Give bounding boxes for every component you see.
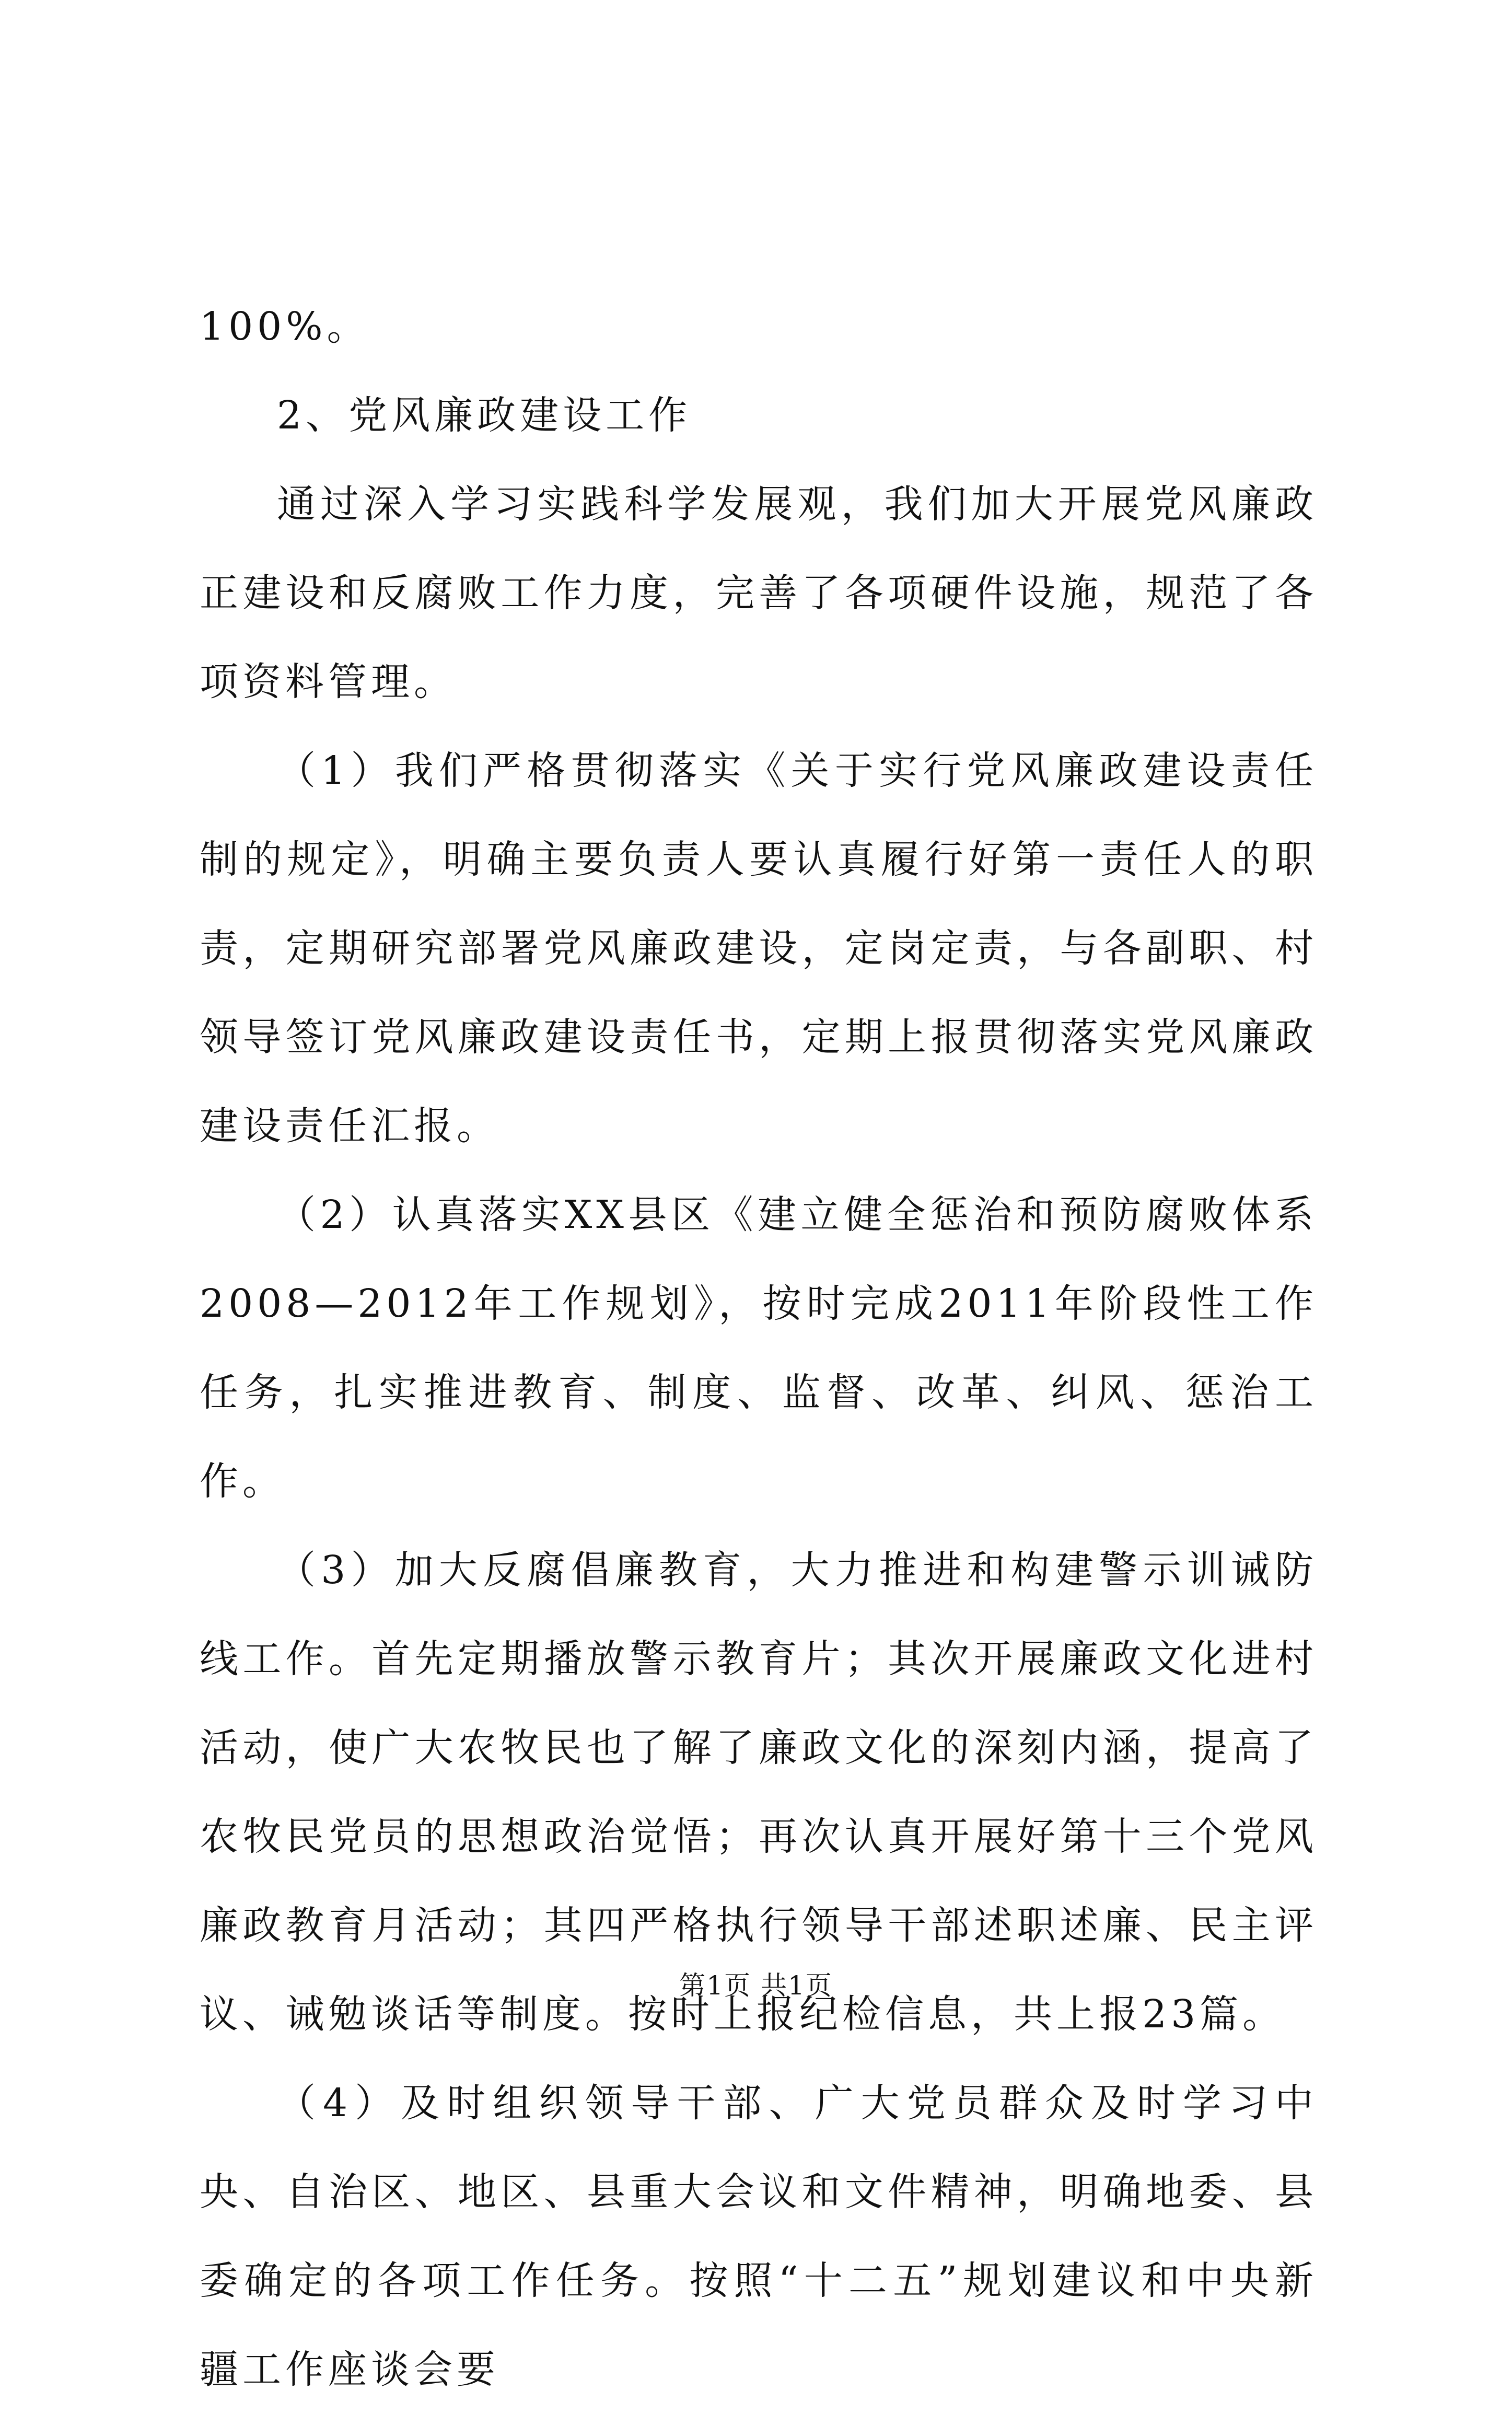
paragraph-item-3: （3）加大反腐倡廉教育，大力推进和构建警示训诫防线工作。首先定期播放警示教育片；其次开展廉政文化进村活动，使广大农牧民也了解了廉政文化的深刻内涵，提高了农牧民党员的思想政治觉悟；再次认真开展好第十三个党风廉政教育月活动；其四严格执行领导干部述职述廉、民主评议、诫勉谈话等制度。按时上报纪检信息，共上报23篇。: [200, 1548, 1318, 2037]
paragraph-item-1: （1）我们严格贯彻落实《关于实行党风廉政建设责任制的规定》，明确主要负责人要认真履行好第一责任人的职责，定期研究部署党风廉政建设，定岗定责，与各副职、村领导签订党风廉政建设责任书，定期上报贯彻落实党风廉政建设责任汇报。: [200, 748, 1318, 1148]
paragraph-continuation: 100%。: [200, 304, 370, 349]
paragraph-item-4: （4）及时组织领导干部、广大党员群众及时学习中央、自治区、地区、县重大会议和文件精神，明确地委、县委确定的各项工作任务。按照“十二五”规划建议和中央新疆工作座谈会要: [200, 2081, 1318, 2392]
document-body: [200, 282, 1318, 2414]
paragraph-intro: 通过深入学习实践科学发展观，我们加大开展党风廉政正建设和反腐败工作力度，完善了各项硬件设施，规范了各项资料管理。: [200, 482, 1318, 704]
page-footer: 第1页 共1页: [679, 1970, 833, 2001]
section-heading: 2、党风廉政建设工作: [277, 393, 692, 438]
paragraph-item-2: （2）认真落实XX县区《建立健全惩治和预防腐败体系2008—2012年工作规划》，按时完成2011年阶段性工作任务，扎实推进教育、制度、监督、改革、纠风、惩治工作。: [200, 1192, 1318, 1504]
